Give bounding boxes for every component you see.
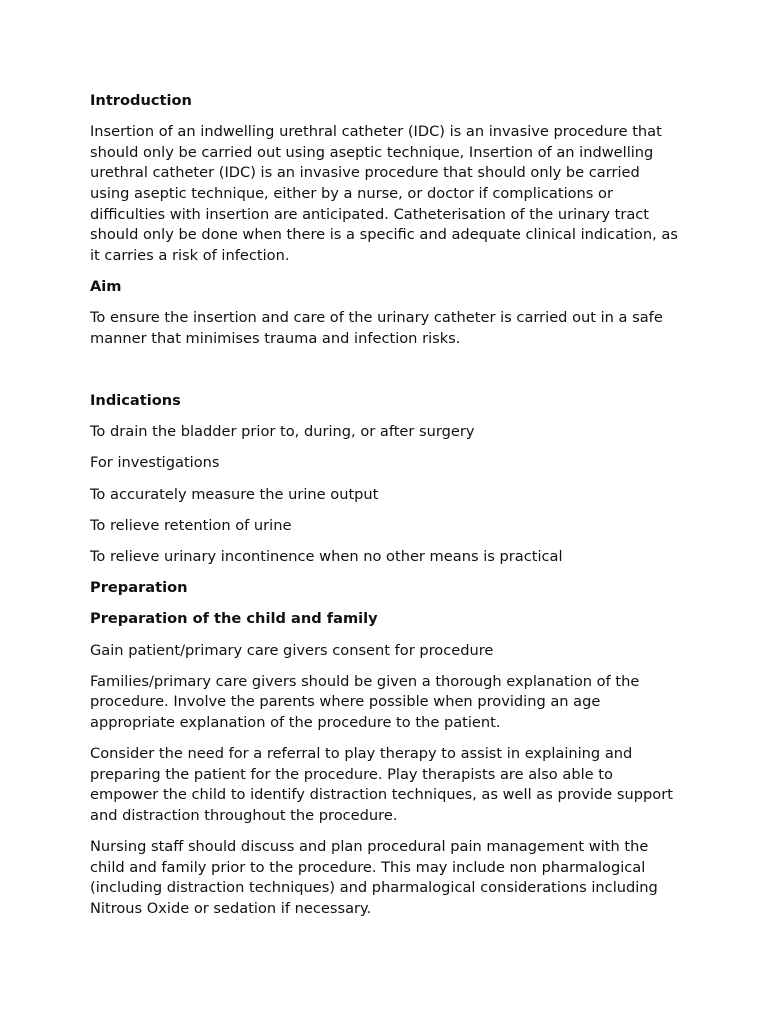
preparation-subheading: Preparation of the child and family xyxy=(90,610,378,628)
indication-item: To relieve urinary incontinence when no other means is practical xyxy=(90,548,563,566)
indication-item: To drain the bladder prior to, during, or after surgery xyxy=(90,423,475,441)
aim-text: To ensure the insertion and care of the urinary catheter is carried out in a safe manner that minimises trauma and infection risks. xyxy=(90,309,663,347)
indication-item: To accurately measure the urine output xyxy=(90,485,379,503)
section-spacer xyxy=(90,360,680,391)
indications-heading: Indications xyxy=(90,392,181,410)
indication-item: For investigations xyxy=(90,454,220,472)
document-page xyxy=(90,91,680,930)
indication-item: To relieve retention of urine xyxy=(90,516,292,534)
preparation-paragraph: Gain patient/primary care givers consent for procedure xyxy=(90,641,494,659)
introduction-heading: Introduction xyxy=(90,92,192,109)
preparation-paragraph: Consider the need for a referral to play therapy to assist in explaining and preparing the patient for the procedure. Play therapists are also able to empower the child to identify distraction techniques, as well as provide support and distraction throughout the procedure. xyxy=(90,745,673,824)
aim-heading: Aim xyxy=(90,277,122,295)
introduction-text: Insertion of an indwelling urethral catheter (IDC) is an invasive procedure that should only be carried out using aseptic technique, Insertion of an indwelling urethral catheter (IDC) is an invasive procedure that should only be carried using aseptic technique, either by a nurse, or doctor if complications or difficulties with insertion are anticipated. Catheterisation of the urinary tract should only be done when there is a specific and adequate clinical indication, as it carries a risk of infection. xyxy=(90,123,678,264)
preparation-heading: Preparation xyxy=(90,579,188,597)
preparation-paragraph: Families/primary care givers should be given a thorough explanation of the procedure. Involve the parents where possible when providing an age appropriate explanation of the procedure to the patient. xyxy=(90,672,640,731)
preparation-paragraph: Nursing staff should discuss and plan procedural pain management with the child and family prior to the procedure. This may include non pharmalogical (including distraction techniques) and pharmalogical considerations including Nitrous Oxide or sedation if necessary. xyxy=(90,838,658,917)
